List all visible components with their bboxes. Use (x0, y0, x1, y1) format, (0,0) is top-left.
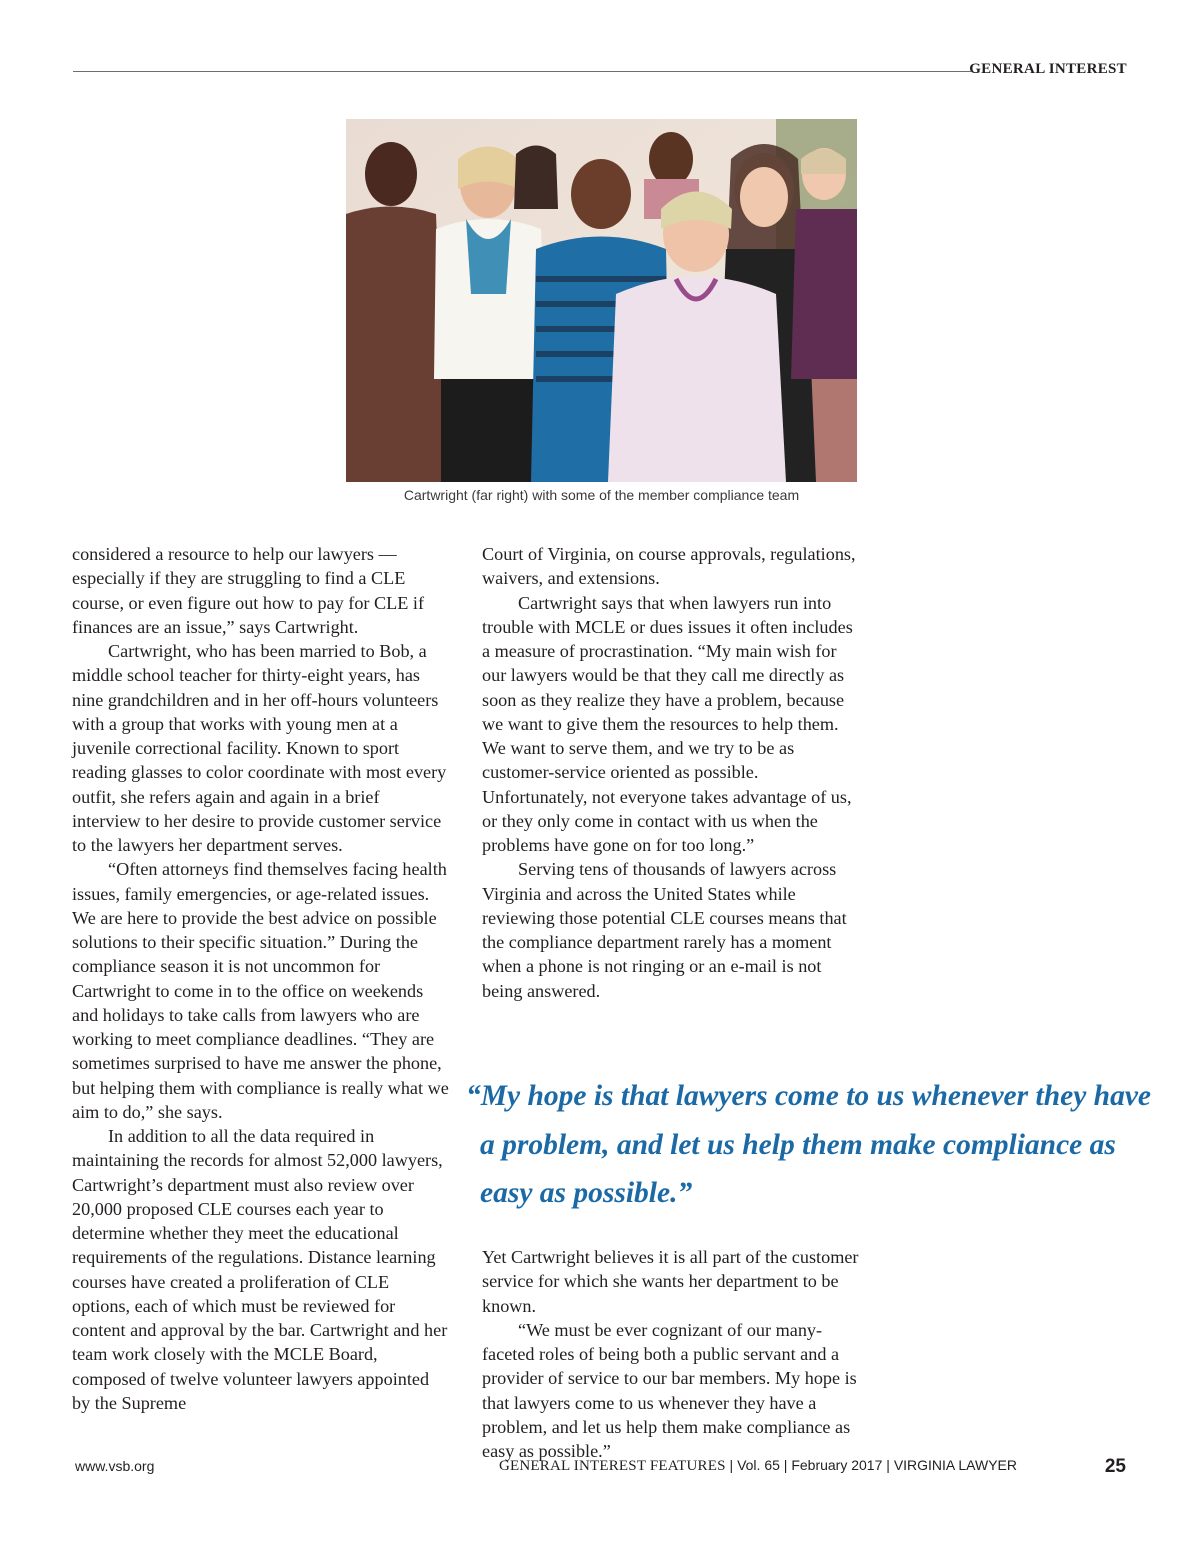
footer-section: GENERAL INTEREST FEATURES (498, 1458, 726, 1474)
article-right-column-top (482, 542, 860, 1003)
header-rule (73, 71, 971, 72)
team-photo (346, 119, 857, 482)
article-right-column-bottom (482, 1245, 860, 1463)
photo-caption: Cartwright (far right) with some of the member compliance team (403, 487, 800, 503)
footer-separator: | (725, 1457, 738, 1473)
footer-publication: VIRGINIA LAWYER (893, 1457, 1017, 1473)
footer-url-link[interactable]: www.vsb.org (75, 1458, 155, 1474)
pull-quote: “My hope is that lawyers come to us whenever they have a problem, and let us help them make compliance as easy as possible.” (466, 1080, 1152, 1209)
paragraph: Cartwright, who has been married to Bob, a middle school teacher for thirty-eight years, has nine grandchildren and in her off-hours volunteers with a group that works with young men at a juvenile correctional facility. Known to sport reading glasses to color coordinate with most every outfit, she refers again and again in a brief interview to her desire to provide customer service to the lawyers her department serves. (72, 641, 447, 855)
footer-separator: | (882, 1457, 894, 1473)
paragraph: Cartwright says that when lawyers run into trouble with MCLE or dues issues it often includes a measure of procrastination. “My main wish for our lawyers would be that they call me directly as soon as they realize they have a problem, because we want to give them the resources to help them. We want to serve them, and we try to be as customer-service oriented as possible. Unfortunately, not everyone takes advantage of us, or they only come in contact with us when the problems have gone on for too long.” (482, 592, 853, 855)
article-left-column (72, 542, 450, 1415)
paragraph: “We must be ever cognizant of our many-faceted roles of being both a public servant and a provider of service to our bar members. My hope is that lawyers come to us whenever they have a problem, and let us help them make compliance as easy as possible.” (482, 1319, 857, 1461)
footer-date: February 2017 (791, 1457, 883, 1473)
footer-volume: Vol. 65 (737, 1457, 780, 1473)
paragraph: Serving tens of thousands of lawyers across Virginia and across the United States while reviewing those potential CLE courses means that the compliance department rarely has a moment when a phone is not ringing or an e-mail is not being answered. (482, 859, 847, 1001)
paragraph: Yet Cartwright believes it is all part of the customer service for which she wants her department to be known. (482, 1247, 859, 1316)
paragraph: considered a resource to help our lawyers — especially if they are struggling to find a CLE course, or even figure out how to pay for CLE if finances are an issue,” says Cartwright. (72, 544, 425, 637)
footer-running-title (499, 1457, 1017, 1475)
paragraph: Court of Virginia, on course approvals, regulations, waivers, and extensions. (482, 544, 856, 589)
page-number: 25 (1104, 1456, 1126, 1477)
footer-separator: | (779, 1457, 792, 1473)
paragraph: “Often attorneys find themselves facing health issues, family emergencies, or age-related issues. We are here to provide the best advice on possible solutions to their specific situation.” During the compliance season it is not uncommon for Cartwright to come in to the office on weekends and holidays to take calls from lawyers who are working to meet compliance deadlines. “They are sometimes surprised to have me answer the phone, but helping them with compliance is really what we aim to do,” she says. (72, 859, 449, 1122)
section-label: GENERAL INTEREST (969, 61, 1127, 77)
paragraph: In addition to all the data required in maintaining the records for almost 52,000 lawyers, Cartwright’s department must also review over 20,000 proposed CLE courses each year to determine whether they meet the educational requirements of the regulations. Distance learning courses have created a proliferation of CLE options, each of which must be reviewed for content and approval by the bar. Cartwright and her team work closely with the MCLE Board, composed of twelve volunteer lawyers appointed by the Supreme (72, 1126, 448, 1413)
